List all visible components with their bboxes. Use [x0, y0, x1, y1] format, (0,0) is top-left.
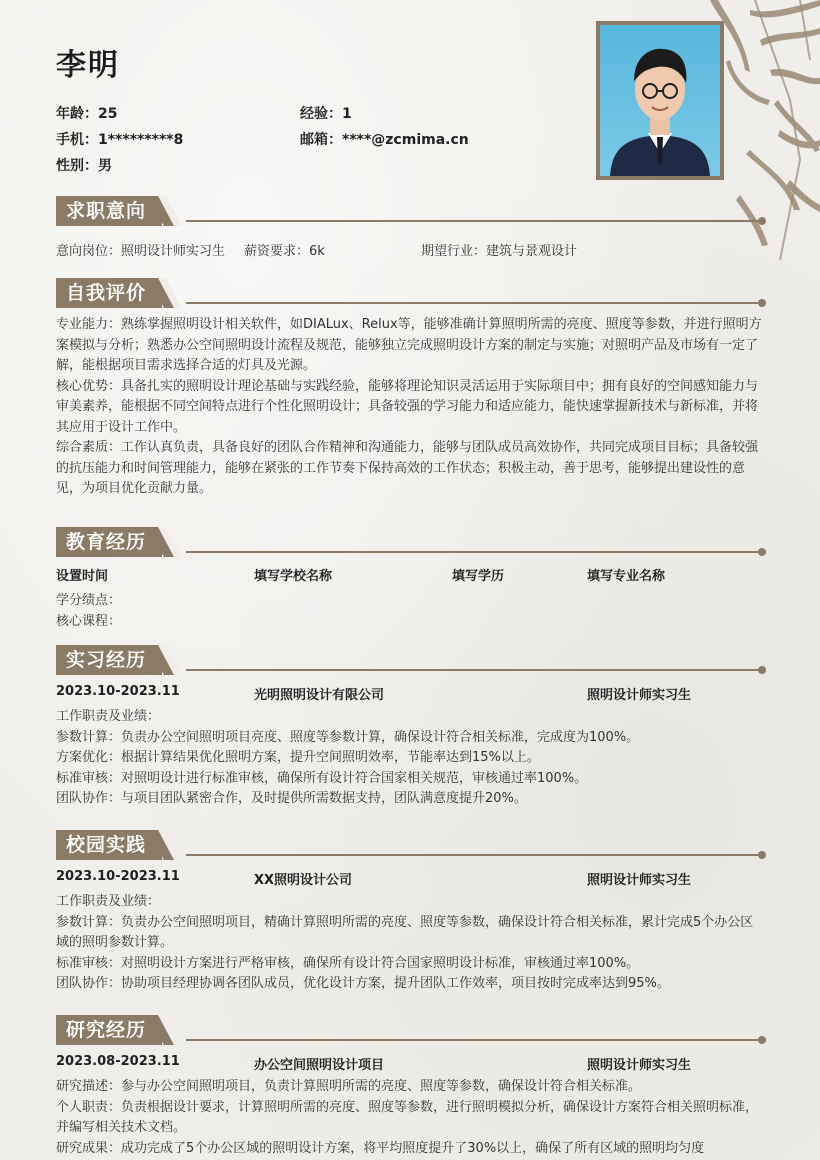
detail-line: 个人职责：负责根据设计要求，计算照明所需的亮度、照度等参数，进行照明模拟分析，确保设计方案符合相关照明标准，并编写相关技术文档。	[56, 1099, 759, 1135]
avatar	[600, 25, 720, 176]
age-field: 年龄：25	[56, 106, 118, 122]
research-project: 办公空间照明设计项目	[254, 1058, 385, 1073]
education-degree: 填写学历	[452, 569, 505, 584]
internship-role: 照明设计师实习生	[587, 688, 692, 703]
section-title: 求职意向	[56, 196, 162, 226]
detail-line: 团队协作：协助项目经理协调各团队成员，优化设计方案，提升团队工作效率，项目按时完成率达到95%。	[56, 976, 670, 991]
education-gpa: 学分绩点：	[56, 593, 122, 608]
detail-line: 参数计算：负责办公空间照明项目，精确计算照明所需的亮度、照度等参数，确保设计符合相关标准，累计完成5个办公区域的照明参数计算。	[56, 914, 754, 950]
section-title: 实习经历	[56, 645, 162, 675]
section-header-research	[56, 1015, 766, 1045]
divider-dot-icon	[758, 299, 766, 307]
campus-company: XX照明设计公司	[254, 873, 353, 888]
section-header-campus	[56, 830, 766, 860]
campus-role: 照明设计师实习生	[587, 873, 692, 888]
education-time: 设置时间	[56, 569, 109, 584]
divider-dot-icon	[758, 217, 766, 225]
detail-line: 标准审核：对照明设计进行标准审核，确保所有设计符合国家相关规范，审核通过率100%。	[56, 770, 588, 786]
section-header-intent	[56, 196, 766, 226]
detail-line: 标准审核：对照明设计方案进行严格审核，确保所有设计符合国家照明设计标准，审核通过率100%。	[56, 955, 640, 971]
campus-date: 2023.10-2023.11	[56, 869, 180, 884]
detail-line: 研究描述：参与办公空间照明项目，负责计算照明所需的亮度、照度等参数，确保设计符合相关标准。	[56, 1079, 642, 1094]
detail-line: 工作职责及业绩：	[56, 709, 161, 724]
divider-dot-icon	[758, 851, 766, 859]
research-details	[56, 1077, 766, 1159]
education-courses: 核心课程：	[56, 614, 122, 629]
intent-position: 意向岗位：照明设计师实习生	[56, 244, 226, 259]
detail-line: 团队协作：与项目团队紧密合作，及时提供所需数据支持，团队满意度提升20%。	[56, 791, 527, 806]
divider-dot-icon	[758, 1036, 766, 1044]
detail-line: 工作职责及业绩：	[56, 894, 161, 909]
research-date: 2023.08-2023.11	[56, 1054, 180, 1069]
self-eval-paragraph: 综合素质：工作认真负责，具备良好的团队合作精神和沟通能力，能够与团队成员高效协作，共同完成项目目标；具备较强的抗压能力和时间管理能力，能够在紧张的工作节奏下保持高效的工作状态；积极主动，善于思考，能够提出建设性的意见，为项目优化贡献力量。	[56, 440, 759, 496]
experience-field: 经验：1	[300, 106, 352, 122]
section-header-self-evaluation	[56, 278, 766, 308]
gender-field: 性别：男	[56, 158, 112, 174]
education-school: 填写学校名称	[254, 569, 333, 584]
internship-details	[56, 707, 766, 810]
section-divider	[186, 220, 762, 222]
campus-details	[56, 892, 766, 995]
email-field: 邮箱：****@zcmima.cn	[300, 132, 469, 148]
section-title: 研究经历	[56, 1015, 162, 1045]
detail-line: 研究成果：成功完成了5个办公区域的照明设计方案，将平均照度提升了30%以上，确保了所有区域的照明均匀度	[56, 1140, 705, 1156]
detail-line: 参数计算：负责办公空间照明项目亮度、照度等参数计算，确保设计符合相关标准，完成度为100%。	[56, 729, 640, 745]
education-major: 填写专业名称	[587, 569, 666, 584]
divider-dot-icon	[758, 548, 766, 556]
internship-date: 2023.10-2023.11	[56, 684, 180, 699]
intent-industry: 期望行业：建筑与景观设计	[421, 244, 578, 259]
section-title: 自我评价	[56, 278, 162, 308]
section-title: 教育经历	[56, 527, 162, 557]
research-role: 照明设计师实习生	[587, 1058, 692, 1073]
divider-dot-icon	[758, 666, 766, 674]
intent-salary: 薪资要求：6k	[244, 244, 325, 259]
section-title: 校园实践	[56, 830, 162, 860]
detail-line: 方案优化：根据计算结果优化照明方案，提升空间照明效率，节能率达到15%以上。	[56, 750, 540, 765]
self-eval-paragraph: 核心优势：具备扎实的照明设计理论基础与实践经验，能够将理论知识灵活运用于实际项目中；拥有良好的空间感知能力与审美素养，能根据不同空间特点进行个性化照明设计；具备较强的学习能力和适应能力，能快速掌握新技术与新标准，并将其应用于设计工作中。	[56, 378, 759, 435]
candidate-name: 李明	[56, 48, 120, 83]
profile-photo-frame	[596, 21, 724, 180]
self-evaluation-text	[56, 315, 766, 500]
self-eval-paragraph: 专业能力：熟练掌握照明设计相关软件，如DIALux、Relux等，能够准确计算照明所需的亮度、照度等参数，并进行照明方案模拟与分析；熟悉办公空间照明设计流程及规范，能够独立完成照明设计方案的制定与实施；对照明产品及市场有一定了解，能根据项目需求选择合适的灯具及光源。	[56, 317, 762, 373]
phone-field: 手机：1*********8	[56, 132, 184, 148]
section-header-internship	[56, 645, 766, 675]
section-header-education	[56, 527, 766, 557]
person-portrait-icon	[600, 25, 720, 176]
internship-company: 光明照明设计有限公司	[254, 688, 385, 703]
